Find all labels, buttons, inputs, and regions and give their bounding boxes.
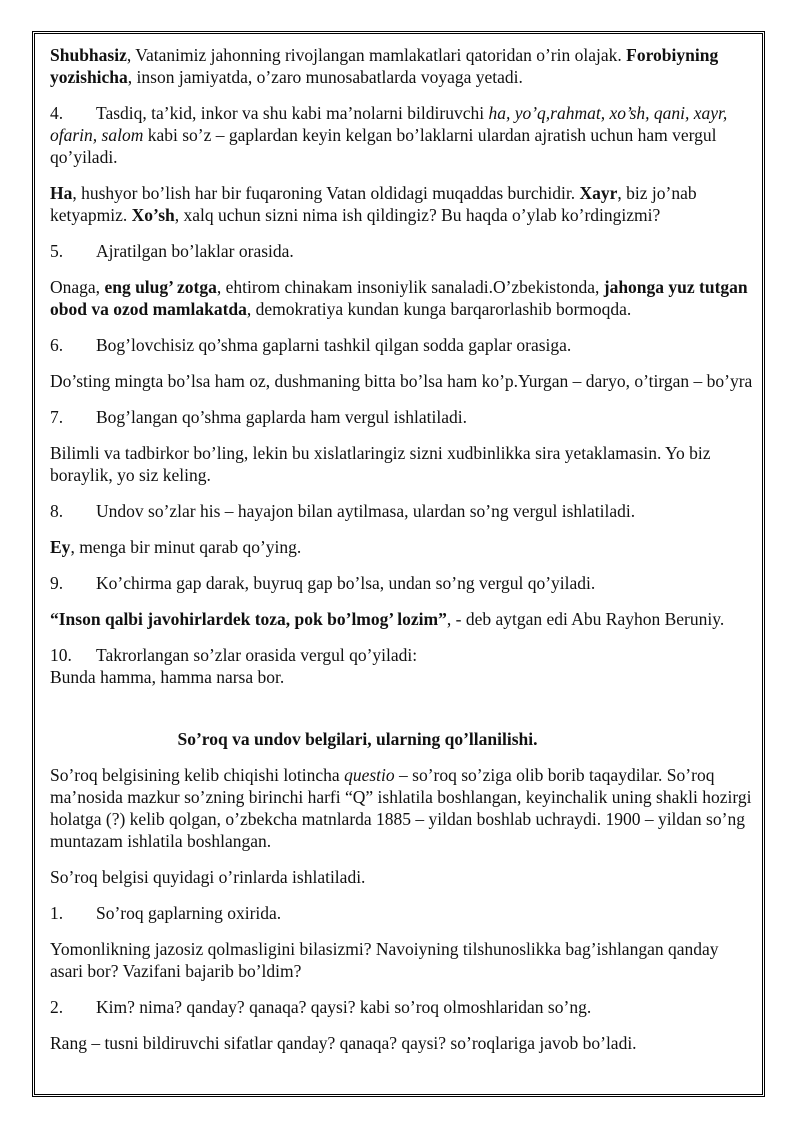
- rule-5: 5. Ajratilgan bo’laklar orasida.: [50, 241, 294, 261]
- rule-4: 4. Tasdiq, ta’kid, inkor va shu kabi ma’nolarni bildiruvchi ha, yo’q,rahmat, xo’sh, qani, xayr, ofarin, salom kabi so’z – gaplardan keyin kelgan bo’laklarni ulardan ajratish uchun ham vergul qo’yiladi.: [50, 103, 728, 167]
- rule-number: 5.: [50, 241, 64, 261]
- rule-9: 9. Ko’chirma gap darak, buyruq gap bo’lsa, undan so’ng vergul qo’yiladi.: [50, 573, 596, 593]
- rule-number: 1.: [50, 903, 64, 923]
- rule-7: 7. Bog’langan qo’shma gaplarda ham vergul ishlatiladi.: [50, 407, 467, 427]
- rule-6: 6. Bog’lovchisiz qo’shma gaplarni tashkil qilgan sodda gaplar orasiga.: [50, 335, 572, 355]
- rule-number: 9.: [50, 573, 64, 593]
- rule-number: 7.: [50, 407, 64, 427]
- paragraph-commas-examples: Shubhasiz, Vatanimiz jahonning rivojlangan mamlakatlari qatoridan o’rin olajak. Forobiyning yozishicha, inson jamiyatda, o’zaro munosabatlarda voyaga yetadi.: [50, 45, 719, 87]
- example-5: Onaga, eng ulug’ zotga, ehtirom chinakam insoniylik sanaladi.O’zbekistonda, jahonga yuz tutgan obod va ozod mamlakatda, demokratiya kundan kunga barqarorlashib bormoqda.: [50, 277, 748, 319]
- rule-8: 8. Undov so’zlar his – hayajon bilan aytilmasa, ulardan so’ng vergul ishlatiladi.: [50, 501, 636, 521]
- section-heading: So’roq va undov belgilari, ularning qo’llanilishi.: [177, 729, 538, 749]
- rule-number: 10.: [50, 645, 72, 665]
- example-7: Bilimli va tadbirkor bo’ling, lekin bu xislatlaringiz sizni xudbinlikka sira yetaklamasin. Yo biz boraylik, yo siz keling.: [50, 443, 711, 485]
- question-example-2: Rang – tusni bildiruvchi sifatlar qanday? qanaqa? qaysi? so’roqlariga javob bo’ladi.: [50, 1033, 637, 1053]
- example-9: “Inson qalbi javohirlardek toza, pok bo’lmog’ lozim”, - deb aytgan edi Abu Rayhon Beruniy.: [50, 609, 725, 629]
- question-mark-origin: So’roq belgisining kelib chiqishi lotincha questio – so’roq so’ziga olib borib taqaydilar. So’roq ma’nosida mazkur so’zning birinchi harfi “Q” ishlatila boshlangan, keyinchalik uning shakli hozirgi holatga (?) kelib qolgan, o’zbekcha matnlarda 1885 – yildan boshlab uchraydi. 1900 – yildan so’ng muntazam ishlatila boshlangan.: [50, 765, 752, 851]
- question-rule-1: 1. So’roq gaplarning oxirida.: [50, 903, 282, 923]
- example-6: Do’sting mingta bo’lsa ham oz, dushmaning bitta bo’lsa ham ko’p.Yurgan – daryo, o’tirgan – bo’yra: [50, 371, 753, 391]
- example-8: Ey, menga bir minut qarab qo’ying.: [50, 537, 302, 557]
- rule-number: 4.: [50, 103, 64, 123]
- example-10: Bunda hamma, hamma narsa bor.: [50, 667, 285, 687]
- rule-10: 10. Takrorlangan so’zlar orasida vergul qo’yiladi:: [50, 645, 418, 665]
- rule-number: 2.: [50, 997, 64, 1017]
- document-body: [50, 44, 755, 1068]
- example-4: Ha, hushyor bo’lish har bir fuqaroning Vatan oldidagi muqaddas burchidir. Xayr, biz jo’nab ketyapmiz. Xo’sh, xalq uchun sizni nima ish qildingiz? Bu haqda o’ylab ko’rdingizmi?: [50, 183, 697, 225]
- question-example-1: Yomonlikning jazosiz qolmasligini bilasizmi? Navoiyning tilshunoslikka bag’ishlangan qanday asari bor? Vazifani bajarib bo’ldim?: [50, 939, 719, 981]
- rule-number: 6.: [50, 335, 64, 355]
- question-rule-2: 2. Kim? nima? qanday? qanaqa? qaysi? kabi so’roq olmoshlaridan so’ng.: [50, 997, 592, 1017]
- question-mark-usage-intro: So’roq belgisi quyidagi o’rinlarda ishlatiladi.: [50, 867, 366, 887]
- rule-number: 8.: [50, 501, 64, 521]
